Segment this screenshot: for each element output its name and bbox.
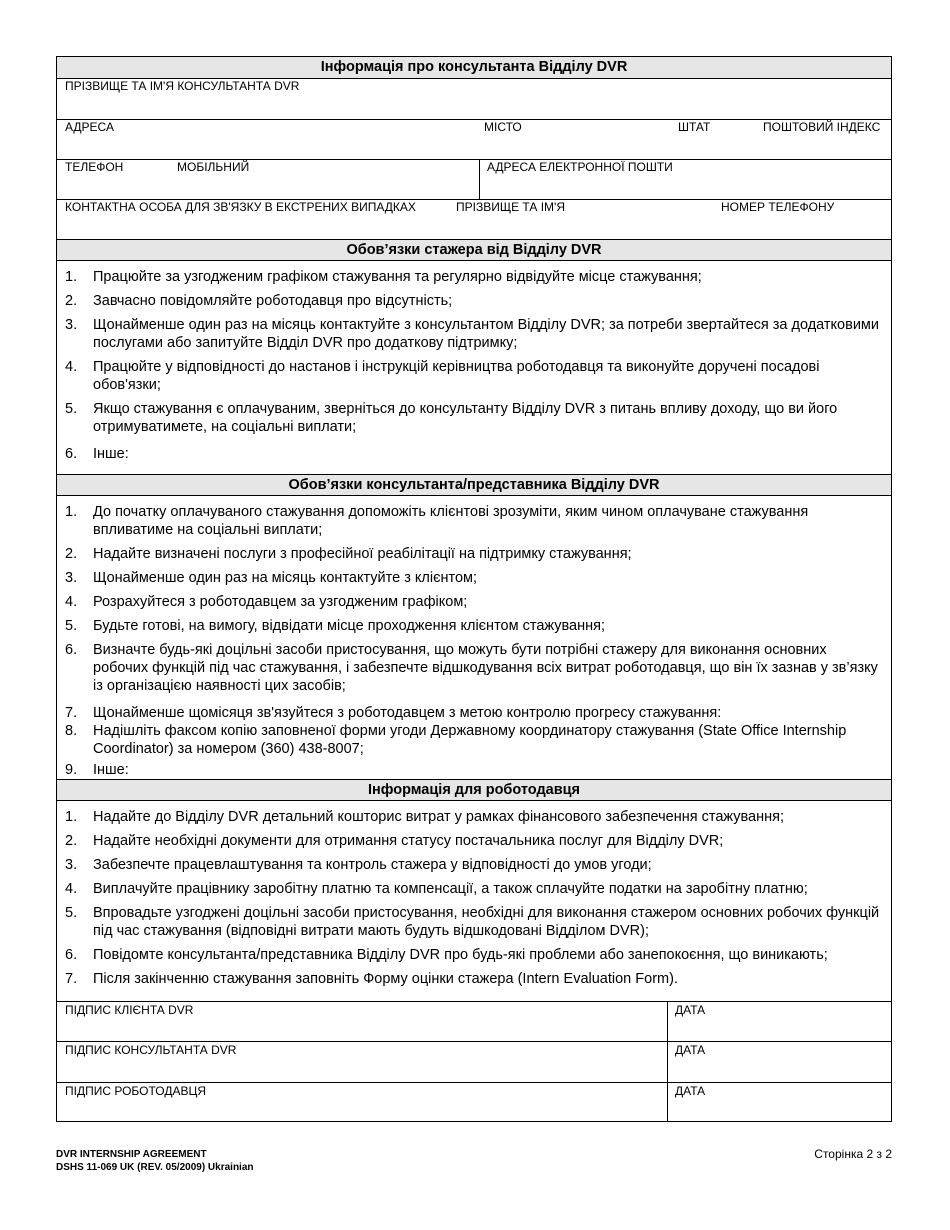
list-item: 4. Виплачуйте працівнику заробітну платню та компенсації, а також сплачуйте податки на заробітну платню; (65, 881, 808, 897)
list-item: 1. До початку оплачуваного стажування допоможіть клієнтові зрозуміти, яким чином оплачуване стажування впливатиме на соціальні виплати; (65, 504, 809, 538)
list-item: 2. Надайте визначені послуги з професійної реабілітації на підтримку стажування; (65, 546, 632, 562)
list-item: 5. Якщо стажування є оплачуваним, зверніться до консультанту Відділу DVR з питань впливу доходу, що ви його отримуватимете, на соціальні виплати; (65, 401, 838, 435)
list-item: 1. Надайте до Відділу DVR детальний кошторис витрат у рамках фінансового забезпечення стажування; (65, 809, 785, 825)
mobile-label: МОБІЛЬНИЙ (177, 160, 250, 174)
list-item: 5. Впровадьте узгоджені доцільні засоби пристосування, необхідні для виконання стажером основних робочих функцій під час стажування (відповідні витрати мають будуть відшкодовані Відділом DVR); (65, 905, 880, 939)
date-label: ДАТА (675, 1003, 706, 1017)
list-item: 4. Працюйте у відповідності до настанов і інструкцій керівництва роботодавця та виконуйте доручені посадові обов'язки; (65, 359, 820, 393)
list-item: 2. Надайте необхідні документи для отримання статусу постачальника послуг для Відділу DVR; (65, 833, 724, 849)
emergency-contact-label: КОНТАКТНА ОСОБА ДЛЯ ЗВ'ЯЗКУ В ЕКСТРЕНИХ ВИПАДКАХ (65, 200, 416, 214)
list-item: 3. Забезпечте працевлаштування та контроль стажера у відповідності до умов угоди; (65, 857, 652, 873)
phone-label: ТЕЛЕФОН (65, 160, 124, 174)
list-item: 6. Визначте будь-які доцільні засоби пристосування, що можуть бути потрібні стажеру для виконання основних робочих функцій під час стажування, і забезпечте відшкодування всіх витрат роботодавця, що він їх зазнав у зв’язку із організацією наявності цих засобів; (65, 642, 878, 694)
list-item: 6. Інше: (65, 446, 129, 462)
list-item: 6. Повідомте консультанта/представника Відділу DVR про будь-які проблеми або занепокоєння, що виникають; (65, 947, 828, 963)
consultant-signature-label: ПІДПИС КОНСУЛЬТАНТА DVR (65, 1043, 237, 1057)
emergency-phone-label: НОМЕР ТЕЛЕФОНУ (721, 200, 835, 214)
footer-form-info (56, 1148, 254, 1174)
list-item: 2. Завчасно повідомляйте роботодавця про відсутність; (65, 293, 453, 309)
list-item: 3. Щонайменше один раз на місяць контактуйте з клієнтом; (65, 570, 478, 586)
consultant-duties-header: Обов’язки консультанта/представника Відділу DVR (57, 474, 891, 496)
intern-duties-header: Обов’язки стажера від Відділу DVR (57, 239, 891, 261)
divider (479, 159, 480, 199)
employer-signature-label: ПІДПИС РОБОТОДАВЦЯ (65, 1084, 207, 1098)
form-number: DSHS 11-069 UK (REV. 05/2009) Ukrainian (56, 1162, 254, 1173)
list-item: 5. Будьте готові, на вимогу, відвідати місце проходження клієнтом стажування; (65, 618, 606, 634)
list-item: 9. Інше: (65, 762, 129, 778)
divider (57, 1082, 891, 1083)
list-item: 7. Щонайменше щомісяця зв'язуйтеся з роботодавцем з метою контролю прогресу стажування: (65, 705, 722, 721)
list-item: 1. Працюйте за узгодженим графіком стажування та регулярно відвідуйте місце стажування; (65, 269, 702, 285)
emergency-name-label: ПРІЗВИЩЕ ТА ІМ'Я (456, 200, 565, 214)
employer-info-header: Інформація для роботодавця (57, 779, 891, 801)
list-item: 8. Надішліть факсом копію заповненої форми угоди Державному координатору стажування (State Office Internship Coordinator) за номером (360) 438-8007; (65, 723, 847, 757)
form-title: DVR INTERNSHIP AGREEMENT (56, 1149, 207, 1160)
consultant-name-label: ПРІЗВИЩЕ ТА ІМ'Я КОНСУЛЬТАНТА DVR (65, 79, 300, 93)
consultant-info-header: Інформація про консультанта Відділу DVR (57, 57, 891, 79)
list-item: 4. Розрахуйтеся з роботодавцем за узгодженим графіком; (65, 594, 468, 610)
email-label: АДРЕСА ЕЛЕКТРОННОЇ ПОШТИ (487, 160, 673, 174)
divider (57, 1041, 891, 1042)
state-label: ШТАТ (678, 120, 711, 134)
address-label: АДРЕСА (65, 120, 114, 134)
client-signature-label: ПІДПИС КЛІЄНТА DVR (65, 1003, 194, 1017)
list-item: 7. Після закінченню стажування заповніть Форму оцінки стажера (Intern Evaluation Form). (65, 971, 678, 987)
internship-agreement-form (56, 56, 892, 1122)
city-label: МІСТО (484, 120, 522, 134)
list-item: 3. Щонайменше один раз на місяць контактуйте з консультантом Відділу DVR; за потреби звертайтеся за додатковими послугами або запитуйте Відділ DVR про додаткову підтримку; (65, 317, 879, 351)
divider (57, 1001, 891, 1002)
date-label: ДАТА (675, 1043, 706, 1057)
date-label: ДАТА (675, 1084, 706, 1098)
page-number: Сторінка 2 з 2 (814, 1147, 892, 1161)
zip-label: ПОШТОВИЙ ІНДЕКС (763, 120, 881, 134)
divider (667, 1001, 668, 1122)
